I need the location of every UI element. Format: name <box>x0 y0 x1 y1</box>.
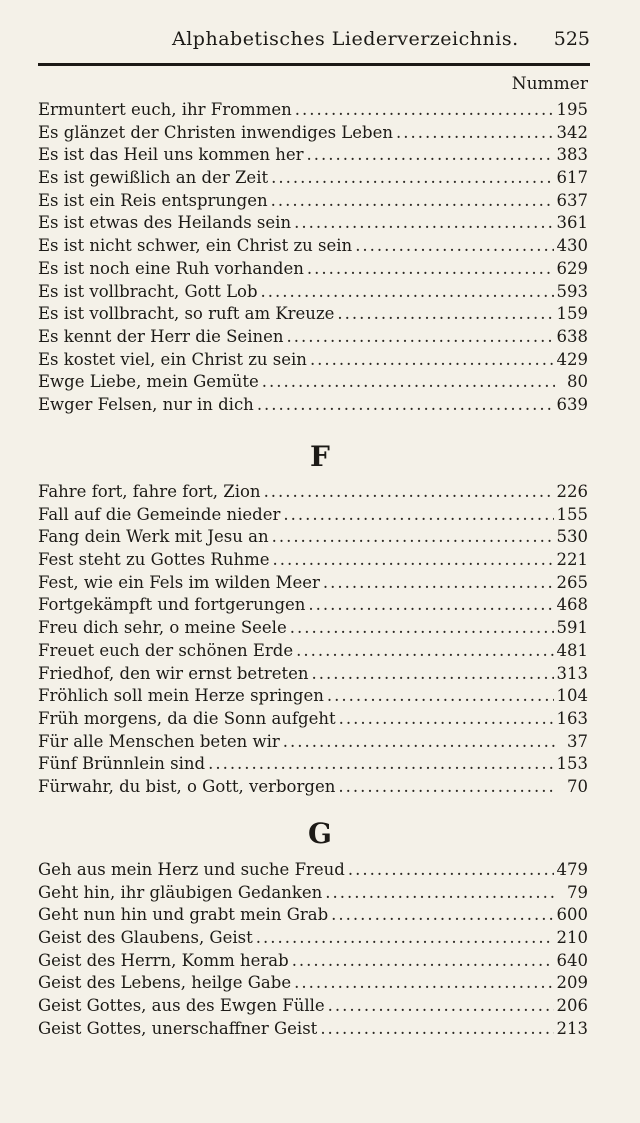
dot-leader <box>320 1018 553 1041</box>
hymn-number: 159 <box>556 304 588 324</box>
hymn-number: 210 <box>556 928 588 948</box>
hymn-title: Es ist vollbracht, so ruft am Kreuze <box>38 304 335 324</box>
hymn-title: Ewge Liebe, mein Gemüte <box>38 372 259 392</box>
section-letter-g: G <box>308 817 332 850</box>
hymn-number: 593 <box>556 281 588 301</box>
hymn-title: Für alle Menschen beten wir <box>38 731 280 751</box>
index-entry <box>38 572 588 595</box>
section-letter-f: F <box>310 440 330 473</box>
index-entry <box>38 753 588 776</box>
hymn-number: 79 <box>567 882 588 902</box>
hymn-title: Es ist noch eine Ruh vorhanden <box>38 258 304 278</box>
dot-leader <box>337 303 553 326</box>
hymn-number: 80 <box>567 372 588 392</box>
hymn-number: 640 <box>556 950 588 970</box>
hymn-title: Es ist gewißlich an der Zeit <box>38 168 269 188</box>
hymn-title: Früh morgens, da die Sonn aufgeht <box>38 708 336 728</box>
index-entry <box>38 995 588 1018</box>
index-entry <box>38 281 588 304</box>
hymn-number: 638 <box>556 326 588 346</box>
index-entry <box>38 526 588 549</box>
hymn-title: Es ist nicht schwer, ein Christ zu sein <box>38 236 353 256</box>
hymn-title: Geist des Glaubens, Geist <box>38 928 253 948</box>
hymn-title: Freu dich sehr, o meine Seele <box>38 618 287 638</box>
section-f <box>38 481 588 799</box>
index-entry <box>38 1018 588 1041</box>
dot-leader <box>323 572 554 595</box>
dot-leader <box>262 371 555 394</box>
dot-leader <box>283 731 555 754</box>
dot-leader <box>271 190 554 213</box>
hymn-number: 342 <box>556 122 588 142</box>
dot-leader <box>264 481 554 504</box>
hymn-number: 617 <box>556 168 588 188</box>
hymn-number: 637 <box>556 190 588 210</box>
dot-leader <box>307 258 554 281</box>
index-entry <box>38 99 588 122</box>
index-entry <box>38 212 588 235</box>
hymn-number: 265 <box>556 572 588 592</box>
index-entry <box>38 349 588 372</box>
index-entry <box>38 972 588 995</box>
index-entry <box>38 731 588 754</box>
hymn-title: Geist des Herrn, Komm herab <box>38 950 289 970</box>
index-entry <box>38 882 588 905</box>
hymn-title: Geh aus mein Herz und suche Freud <box>38 860 345 879</box>
hymn-number: 195 <box>556 100 588 119</box>
index-entry <box>38 258 588 281</box>
dot-leader <box>331 904 553 927</box>
dot-leader <box>328 995 554 1018</box>
section-g <box>38 859 588 1041</box>
hymn-title: Es kostet viel, ein Christ zu sein <box>38 349 307 369</box>
hymn-number: 226 <box>556 482 588 501</box>
index-entry <box>38 776 588 799</box>
hymn-number: 70 <box>567 776 588 796</box>
running-header <box>40 24 590 54</box>
dot-leader <box>290 617 554 640</box>
hymn-title: Friedhof, den wir ernst betreten <box>38 663 309 683</box>
dot-leader <box>273 549 554 572</box>
hymn-title: Fürwahr, du bist, o Gott, verborgen <box>38 776 336 796</box>
hymn-title: Fröhlich soll mein Herze springen <box>38 686 324 706</box>
hymn-title: Fünf Brünnlein sind <box>38 754 206 774</box>
dot-leader <box>283 504 553 527</box>
hymn-number: 530 <box>556 527 588 547</box>
index-entry <box>38 504 588 527</box>
hymn-number: 639 <box>556 394 588 414</box>
dot-leader <box>338 776 555 799</box>
index-entry <box>38 481 588 504</box>
dot-leader <box>292 950 554 973</box>
index-entry <box>38 144 588 167</box>
hymn-number: 481 <box>556 640 588 660</box>
index-entry <box>38 122 588 145</box>
hymn-number: 153 <box>556 754 588 774</box>
hymn-title: Geist Gottes, aus des Ewgen Fülle <box>38 996 325 1016</box>
index-entry <box>38 904 588 927</box>
hymn-number: 429 <box>556 349 588 369</box>
index-entry <box>38 549 588 572</box>
hymn-number: 313 <box>556 663 588 683</box>
section-e <box>38 99 588 417</box>
page-number: 525 <box>553 28 590 50</box>
hymn-number: 600 <box>556 905 588 925</box>
index-entry <box>38 617 588 640</box>
dot-leader <box>257 394 554 417</box>
index-entry <box>38 663 588 686</box>
hymn-number: 163 <box>556 708 588 728</box>
hymn-title: Es ist ein Reis entsprungen <box>38 190 268 210</box>
index-entry <box>38 594 588 617</box>
hymn-title: Fahre fort, fahre fort, Zion <box>38 482 261 501</box>
hymn-number: 221 <box>556 550 588 570</box>
hymn-number: 37 <box>567 731 588 751</box>
dot-leader <box>396 122 554 145</box>
hymn-title: Fang dein Werk mit Jesu an <box>38 527 269 547</box>
hymn-number: 591 <box>556 618 588 638</box>
hymn-title: Fall auf die Gemeinde nieder <box>38 504 281 524</box>
hymn-number: 629 <box>556 258 588 278</box>
dot-leader <box>261 281 554 304</box>
index-entry <box>38 950 588 973</box>
dot-leader <box>295 99 554 122</box>
dot-leader <box>287 326 554 349</box>
hymn-title: Fest steht zu Gottes Ruhme <box>38 550 270 570</box>
index-entry <box>38 640 588 663</box>
hymn-title: Fest, wie ein Fels im wilden Meer <box>38 572 320 592</box>
dot-leader <box>355 235 553 258</box>
hymn-title: Es ist das Heil uns kommen her <box>38 145 304 165</box>
index-entry <box>38 371 588 394</box>
hymn-title: Es kennt der Herr die Seinen <box>38 326 284 346</box>
hymn-number: 468 <box>556 595 588 615</box>
dot-leader <box>325 882 555 905</box>
hymn-number: 213 <box>556 1018 588 1038</box>
index-entry <box>38 394 588 417</box>
header-rule <box>38 63 590 66</box>
dot-leader <box>296 640 553 663</box>
hymn-title: Es glänzet der Christen inwendiges Leben <box>38 122 393 142</box>
hymn-title: Es ist vollbracht, Gott Lob <box>38 281 258 301</box>
hymn-title: Es ist etwas des Heilands sein <box>38 213 292 233</box>
index-entry <box>38 685 588 708</box>
dot-leader <box>272 526 554 549</box>
column-header-number: Nummer <box>511 74 588 94</box>
index-entry <box>38 235 588 258</box>
dot-leader <box>348 859 554 882</box>
hymn-title: Ewger Felsen, nur in dich <box>38 394 254 414</box>
hymn-title: Geht nun hin und grabt mein Grab <box>38 905 329 925</box>
hymn-number: 209 <box>556 973 588 993</box>
dot-leader <box>256 927 554 950</box>
index-entry <box>38 190 588 213</box>
hymn-title: Ermuntert euch, ihr Frommen <box>38 100 292 119</box>
dot-leader <box>339 708 554 731</box>
hymn-number: 383 <box>556 145 588 165</box>
hymn-number: 479 <box>556 860 588 879</box>
hymn-number: 155 <box>556 504 588 524</box>
index-entry <box>38 859 588 882</box>
index-entry <box>38 326 588 349</box>
hymn-title: Geist Gottes, unerschaffner Geist <box>38 1018 318 1038</box>
hymn-number: 104 <box>556 686 588 706</box>
hymn-title: Geht hin, ihr gläubigen Gedanken <box>38 882 323 902</box>
dot-leader <box>208 753 553 776</box>
hymn-number: 430 <box>556 236 588 256</box>
dot-leader <box>310 349 554 372</box>
index-entry <box>38 303 588 326</box>
dot-leader <box>327 685 554 708</box>
hymn-number: 206 <box>556 996 588 1016</box>
dot-leader <box>312 663 554 686</box>
index-entry <box>38 708 588 731</box>
dot-leader <box>294 972 553 995</box>
hymn-number: 361 <box>556 213 588 233</box>
index-entry <box>38 927 588 950</box>
dot-leader <box>308 594 553 617</box>
dot-leader <box>294 212 553 235</box>
page-title: Alphabetisches Liederverzeichnis. <box>172 28 519 50</box>
hymn-title: Freuet euch der schönen Erde <box>38 640 294 660</box>
hymn-title: Geist des Lebens, heilge Gabe <box>38 973 292 993</box>
dot-leader <box>271 167 553 190</box>
hymn-title: Fortgekämpft und fortgerungen <box>38 595 306 615</box>
dot-leader <box>307 144 554 167</box>
index-entry <box>38 167 588 190</box>
